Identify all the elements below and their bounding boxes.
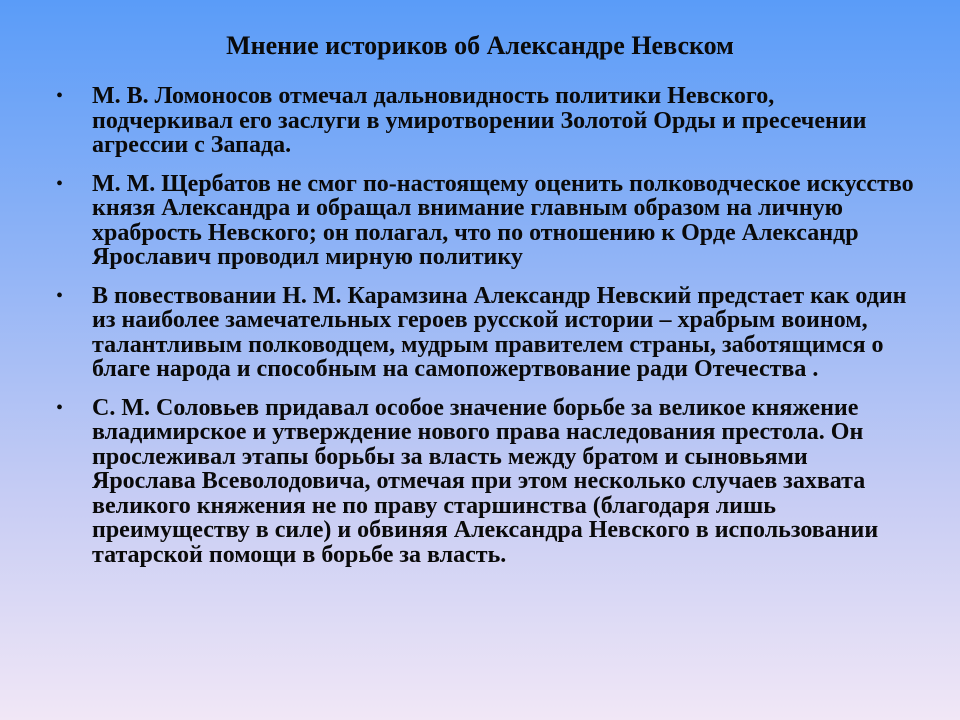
slide-title: Мнение историков об Александре Невском	[226, 31, 734, 60]
bullet-list	[56, 84, 916, 581]
bullet-item-shcherbatov	[56, 172, 916, 270]
bullet-item-lomonosov	[56, 84, 916, 158]
bullet-text: С. М. Соловьев придавал особое значение борьбе за великое княжение владимирское и утверждение нового права наследования престола. Он прослеживал этапы борьбы за власть между братом и сыновьями Ярослава Всеволодовича, отмечая при этом несколько случаев захвата великого княжения не по праву старшинства (благодаря лишь преимуществу в силе) и обвиняя Александра Невского в использовании татарской помощи в борьбе за власть.	[92, 394, 879, 568]
bullet-text: В повествовании Н. М. Карамзина Александр Невский предстает как один из наиболее замечательных героев русской истории – храбрым воином, талантливым полководцем, мудрым правителем страны, заботящимся о благе народа и способным на самопожертвование ради Отечества .	[92, 282, 907, 382]
bullet-text: М. М. Щербатов не смог по-настоящему оценить полководческое искусство князя Александра и обращал внимание главным образом на личную храбрость Невского; он полагал, что по отношению к Орде Александр Ярославич проводил мирную политику	[92, 170, 914, 270]
bullet-item-karamzin	[56, 284, 916, 382]
bullet-icon: •	[56, 396, 64, 419]
bullet-text: М. В. Ломоносов отмечал дальновидность политики Невского, подчеркивал его заслуги в умиротворении Золотой Орды и пресечении агрессии с Запада.	[92, 83, 867, 158]
bullet-icon: •	[56, 172, 64, 195]
bullet-icon: •	[56, 85, 64, 107]
bullet-icon: •	[56, 284, 64, 307]
bullet-item-solovyov	[56, 396, 916, 568]
